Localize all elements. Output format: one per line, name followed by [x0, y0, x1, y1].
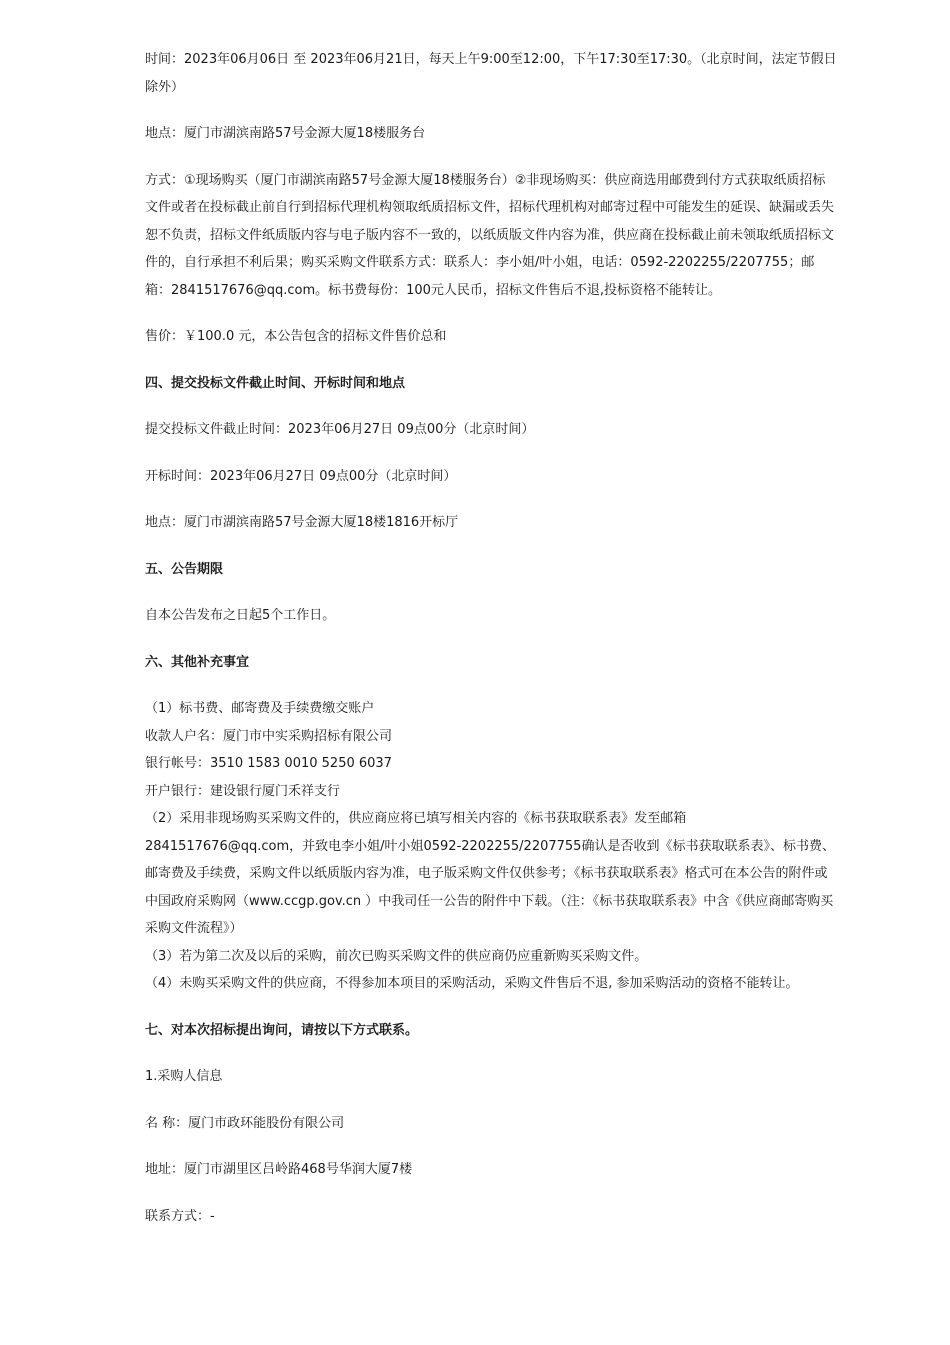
section-4-heading: 四、提交投标文件截止时间、开标时间和地点 — [145, 375, 406, 391]
note-line: 收款人户名：厦门市中实采购招标有限公司 — [145, 728, 393, 744]
note-line: （2）采用非现场购买采购文件的，供应商应将已填写相关内容的《标书获取联系表》发至邮箱2841517676@qq.com，并致电李小姐/叶小姐0592-2202255/2207755确认是否收到《标书获取联系表》、标书费、邮寄费及手续费，采购文件以纸质版内容为准，电子版采购文件仅供参考；《标书获取联系表》格式可在本公告的附件或中国政府采购网（www.ccgp.gov.cn ）中我司任一公告的附件中下载。（注：《标书获取联系表》中含《供应商邮寄购买采购文件流程》） — [145, 811, 835, 936]
purchase-price: 售价：￥100.0 元，本公告包含的招标文件售价总和 — [145, 329, 447, 344]
bid-opening-time: 开标时间：2023年06月27日 09点00分（北京时间） — [145, 468, 457, 484]
purchase-method: 方式：①现场购买（厦门市湖滨南路57号金源大厦18楼服务台）②非现场购买：供应商选用邮费到付方式获取纸质招标文件或者在投标截止前自行到招标代理机构领取纸质招标文件，招标代理机构对邮寄过程中可能发生的延误、缺漏或丢失恕不负责，招标文件纸质版内容与电子版内容不一致的，以纸质版文件内容为准，供应商在投标截止前未领取纸质招标文件的，自行承担不利后果；购买采购文件联系方式：联系人：李小姐/叶小姐，电话：0592-2202255/2207755；邮箱：2841517676@qq.com。标书费每份：100元人民币，招标文件售后不退,投标资格不能转让。 — [145, 172, 835, 298]
bid-deadline: 提交投标文件截止时间：2023年06月27日 09点00分（北京时间） — [145, 422, 535, 437]
note-line: 银行帐号：3510 1583 0010 5250 6037 — [145, 756, 392, 771]
announcement-period: 自本公告发布之日起5个工作日。 — [145, 608, 336, 623]
purchase-place: 地点：厦门市湖滨南路57号金源大厦18楼服务台 — [145, 126, 426, 141]
purchaser-contact: 联系方式：- — [145, 1208, 215, 1224]
bid-opening-place: 地点：厦门市湖滨南路57号金源大厦18楼1816开标厅 — [145, 515, 459, 530]
document-page — [145, 46, 837, 1249]
note-line: （4）未购买采购文件的供应商，不得参加本项目的采购活动，采购文件售后不退, 参加采购活动的资格不能转让。 — [145, 976, 799, 991]
note-line: （1）标书费、邮寄费及手续费缴交账户 — [145, 701, 375, 716]
section-6-heading: 六、其他补充事宜 — [145, 654, 250, 670]
supplementary-notes — [145, 695, 837, 998]
section-5-heading: 五、公告期限 — [145, 561, 224, 577]
section-7-heading: 七、对本次招标提出询问，请按以下方式联系。 — [145, 1022, 419, 1038]
purchaser-address: 地址：厦门市湖里区吕岭路468号华润大厦7楼 — [145, 1162, 413, 1177]
purchaser-name: 名 称：厦门市政环能股份有限公司 — [145, 1115, 345, 1131]
note-line: （3）若为第二次及以后的采购，前次已购买采购文件的供应商仍应重新购买采购文件。 — [145, 948, 648, 964]
purchase-time: 时间：2023年06月06日 至 2023年06月21日，每天上午9:00至12:00，下午17:30至17:30。（北京时间，法定节假日除外） — [145, 52, 837, 95]
purchaser-info-title: 1.采购人信息 — [145, 1069, 223, 1084]
note-line: 开户银行：建设银行厦门禾祥支行 — [145, 783, 341, 799]
